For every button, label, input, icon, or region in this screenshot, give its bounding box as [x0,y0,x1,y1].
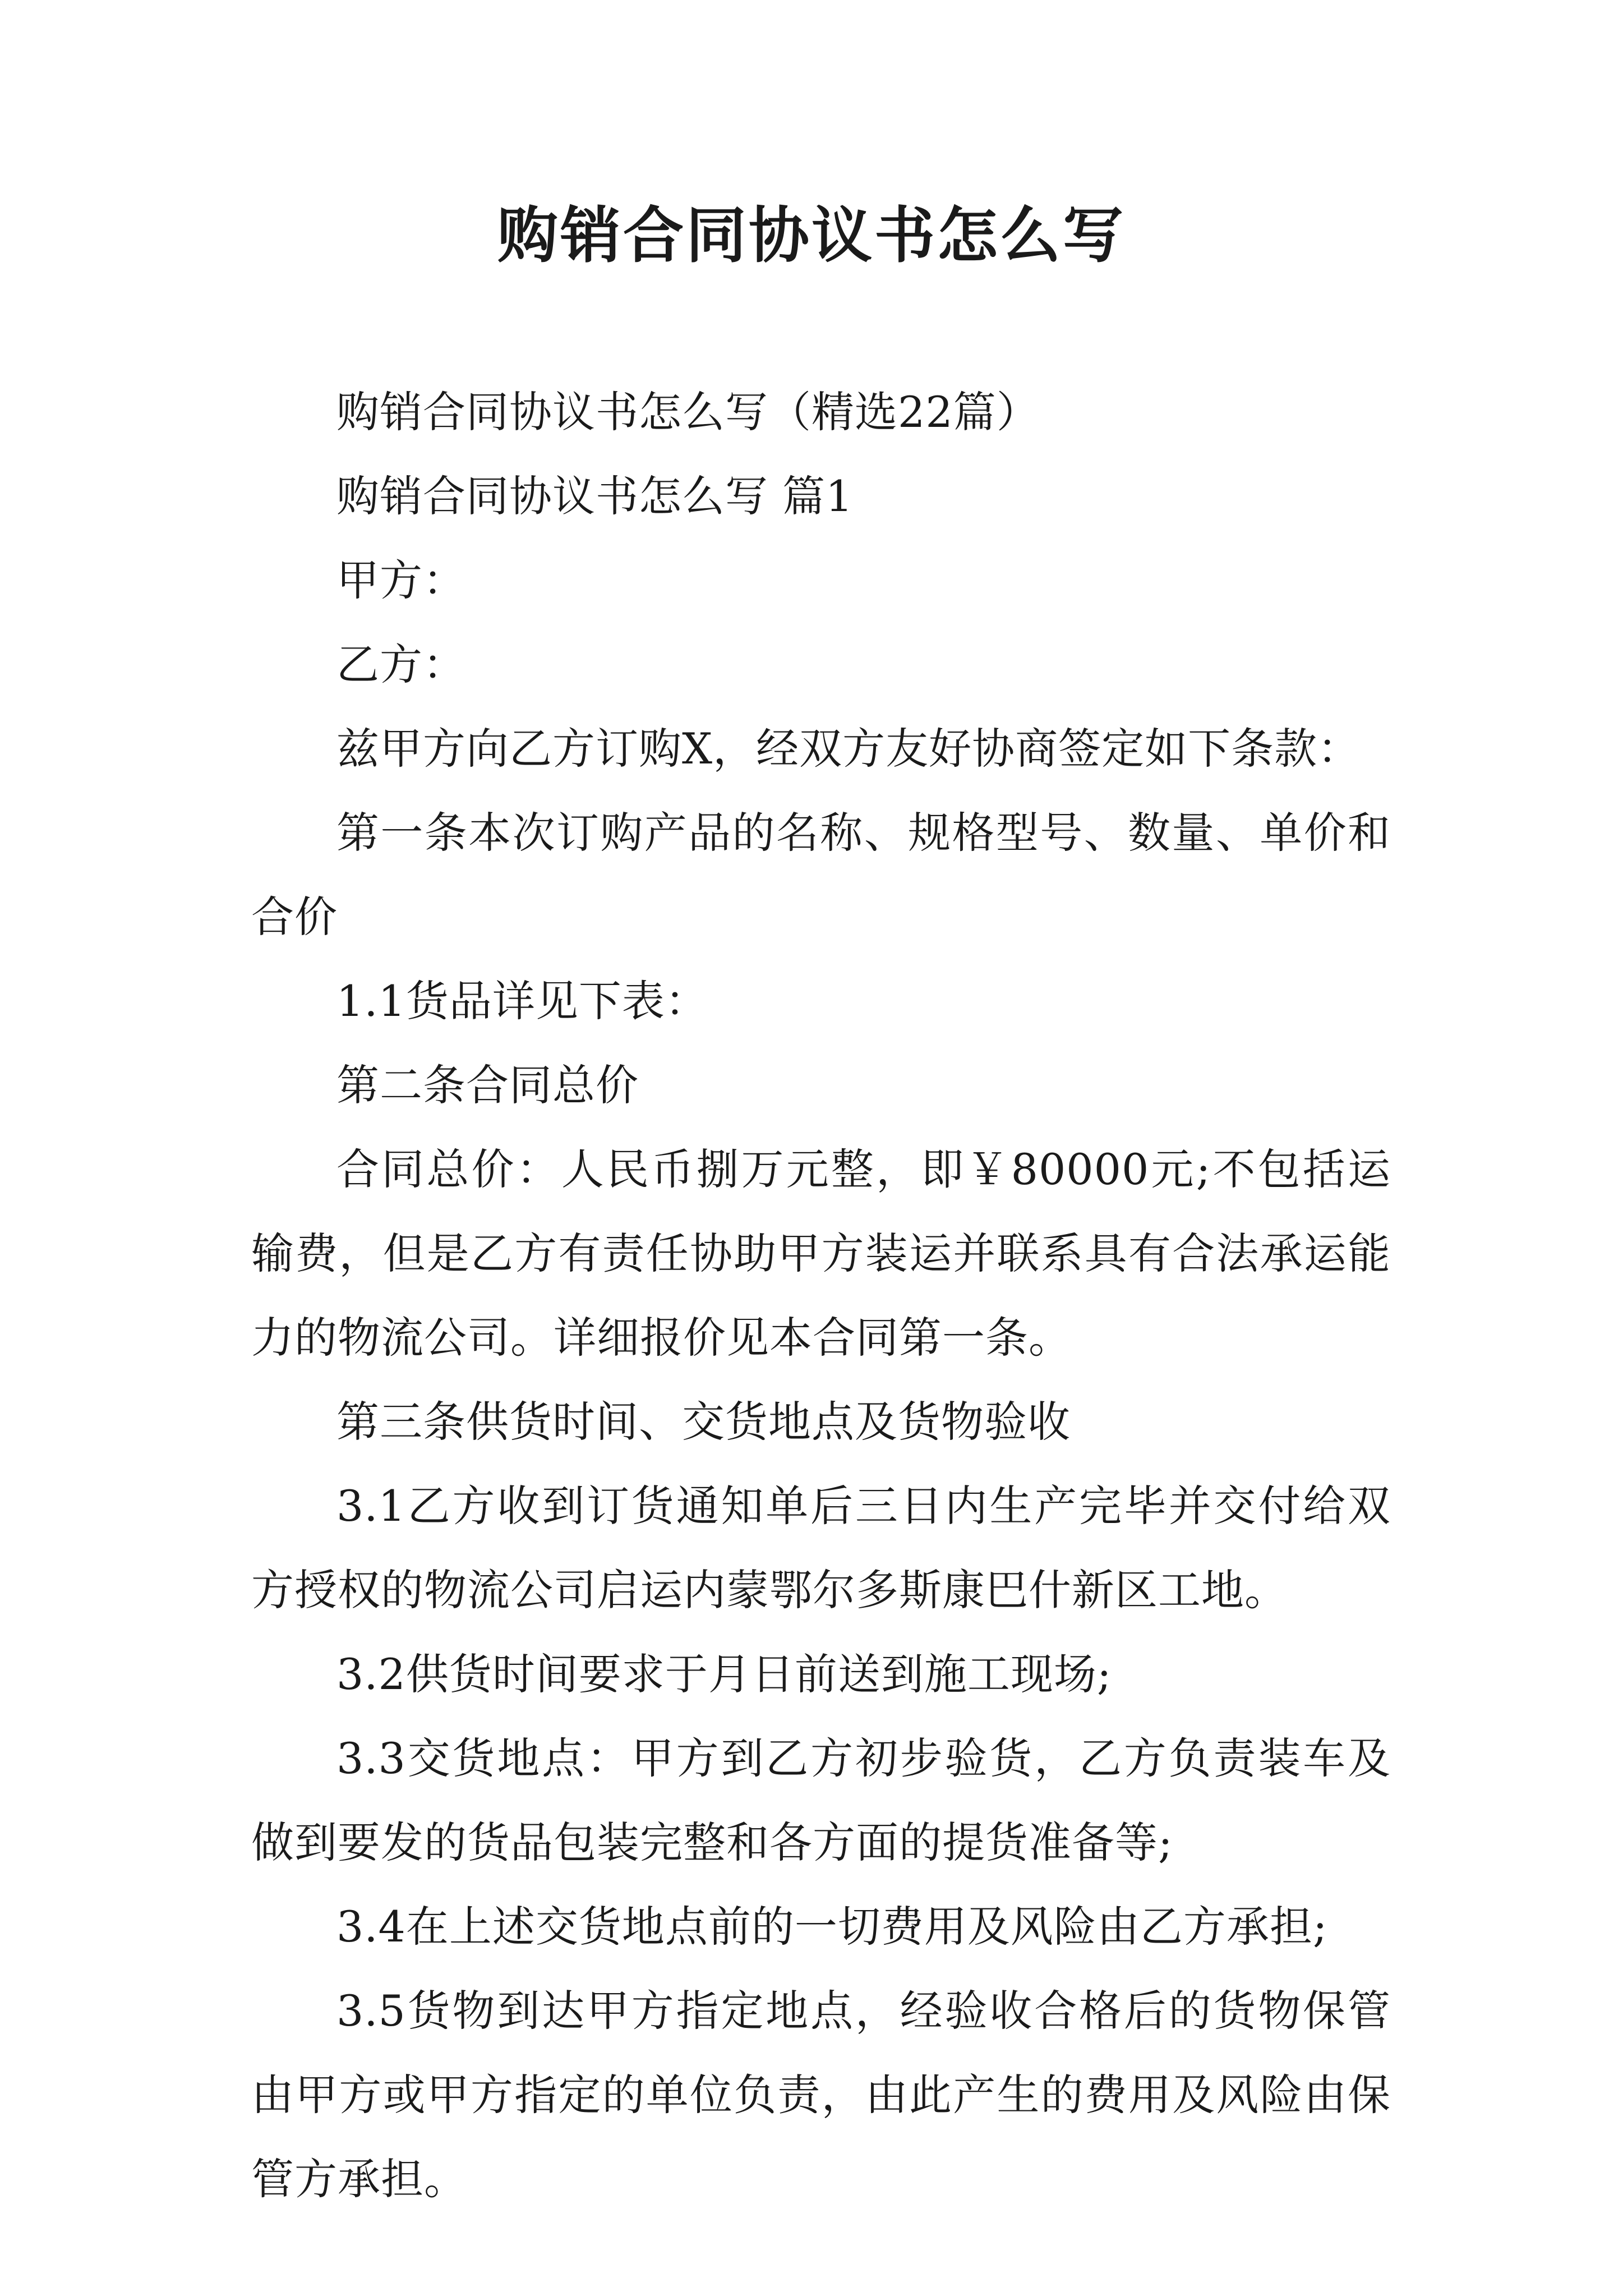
paragraph-article-1: 第一条本次订购产品的名称、规格型号、数量、单价和合价 [251,808,1391,942]
document-body [251,370,1391,2221]
paragraph-clause-1-1: 1.1货品详见下表： [336,976,708,1026]
paragraph-clause-3-3: 3.3交货地点：甲方到乙方初步验货，乙方负责装车及做到要发的货品包装完整和各方面的提货准备等; [251,1733,1391,1867]
paragraph-subtitle: 购销合同协议书怎么写（精选22篇） [336,387,1040,437]
paragraph-clause-3-4: 3.4在上述交货地点前的一切费用及风险由乙方承担; [336,1902,1328,1952]
paragraph-clause-3-5: 3.5货物到达甲方指定地点，经验收合格后的货物保管由甲方或甲方指定的单位负责，由此产生的费用及风险由保管方承担。 [251,1986,1391,2204]
paragraph-section-heading: 购销合同协议书怎么写 篇1 [336,471,854,521]
paragraph-intro: 兹甲方向乙方订购X，经双方友好协商签定如下条款： [336,724,1361,774]
paragraph-clause-3-2: 3.2供货时间要求于月日前送到施工现场; [336,1649,1112,1699]
paragraph-party-a: 甲方： [336,555,466,605]
paragraph-clause-3-1: 3.1乙方收到订货通知单后三日内生产完毕并交付给双方授权的物流公司启运内蒙鄂尔多斯康巴什新区工地。 [251,1481,1391,1615]
paragraph-total-price: 合同总价：人民币捌万元整，即￥80000元;不包括运输费，但是乙方有责任协助甲方装运并联系具有合法承运能力的物流公司。详细报价见本合同第一条。 [251,1144,1391,1363]
document-title: 购销合同协议书怎么写 [497,200,1126,271]
paragraph-article-2: 第二条合同总价 [336,1060,639,1110]
paragraph-party-b: 乙方： [336,639,466,689]
paragraph-article-3: 第三条供货时间、交货地点及货物验收 [336,1397,1071,1447]
